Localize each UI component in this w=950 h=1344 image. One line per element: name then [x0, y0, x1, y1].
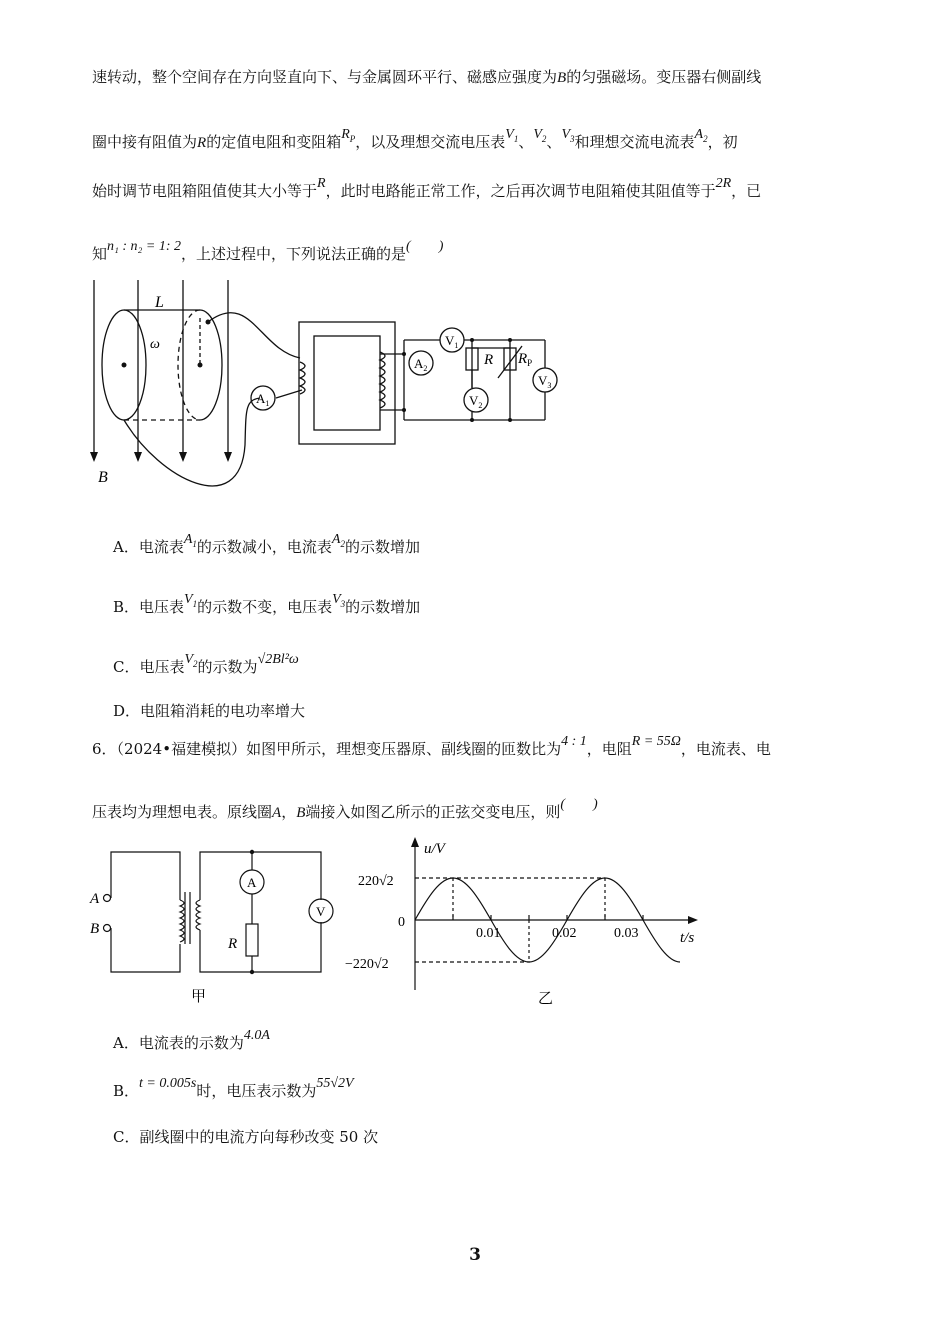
svg-text:−220√2: −220√2 [345, 957, 389, 972]
q5-option-a[interactable]: A．电流表$A_1$的示数减小，电流表$A_2$的示数增加 [113, 532, 420, 556]
q5-line-3: 始时调节电阻箱阻值使其大小等于R，此时电路能正常工作，之后再次调节电阻箱使其阻值等于2R，已 [92, 176, 762, 200]
svg-text:B: B [98, 469, 108, 486]
svg-text:ω: ω [150, 337, 160, 352]
q5-option-c[interactable]: C．电压表$V_2$的示数为√2Bl²ω [113, 652, 299, 676]
q5-line-2: 圈中接有阻值为R的定值电阻和变阻箱$R_P$，以及理想交流电压表$V_1$、$V_2$、$V_3$和理想交流电流表$A_2$，初 [92, 127, 738, 151]
svg-text:A: A [90, 891, 100, 907]
svg-text:R: R [484, 352, 494, 368]
svg-text:RP: $R_P$ [518, 351, 533, 368]
svg-text:0.01: 0.01 [476, 926, 501, 941]
svg-text:0.03: 0.03 [614, 926, 639, 941]
svg-text:V2: $V_2$ [469, 393, 483, 410]
svg-text:甲: 甲 [191, 989, 207, 1005]
svg-text:A: A [247, 875, 257, 890]
svg-text:V: V [316, 904, 326, 919]
q5-option-d[interactable]: D．电阻箱消耗的电功率增大 [113, 702, 306, 720]
svg-text:t/s: t/s [680, 930, 695, 946]
svg-text:B: B [90, 921, 100, 937]
svg-text:V1: $V_1$ [445, 333, 459, 350]
q6-line-1: 6．（2024•福建模拟）如图甲所示，理想变压器原、副线圈的匝数比为4 : 1，电阻R = 55Ω，电流表、电 [92, 734, 771, 758]
svg-text:V3: $V_3$ [538, 373, 552, 390]
svg-text:0.02: 0.02 [552, 926, 577, 941]
svg-text:乙: 乙 [538, 991, 554, 1007]
q5-line-4: 知n₁ : n₂ = 1: 2，上述过程中，下列说法正确的是( ) [92, 239, 444, 263]
q5-line-1: 速转动，整个空间存在方向竖直向下、与金属圆环平行、磁感应强度为B的匀强磁场。变压器右侧副线 [92, 68, 762, 86]
svg-text:A2: $A_2$ [414, 356, 428, 373]
svg-text:L: L [155, 294, 164, 311]
q6-option-b[interactable]: B．t = 0.005s时，电压表示数为55√2V [113, 1076, 354, 1100]
q6-option-c[interactable]: C．副线圈中的电流方向每秒改变 50 次 [113, 1128, 379, 1146]
svg-text:A1: $A_1$ [256, 391, 270, 408]
svg-text:0: 0 [398, 915, 405, 930]
q6-circuit-figure [85, 840, 335, 1010]
q6-voltage-graph [340, 835, 710, 1010]
q5-option-b[interactable]: B．电压表$V_1$的示数不变，电压表$V_3$的示数增加 [113, 592, 421, 616]
q5-circuit-figure [80, 270, 580, 500]
q6-line-2: 压表均为理想电表。原线圈A，B端接入如图乙所示的正弦交变电压，则( ) [92, 797, 598, 821]
svg-text:R: R [228, 936, 238, 952]
svg-text:u/V: u/V [424, 841, 445, 857]
svg-text:220√2: 220√2 [358, 874, 394, 889]
q6-option-a[interactable]: A．电流表的示数为4.0A [113, 1028, 270, 1052]
page-number: 3 [469, 1245, 481, 1265]
